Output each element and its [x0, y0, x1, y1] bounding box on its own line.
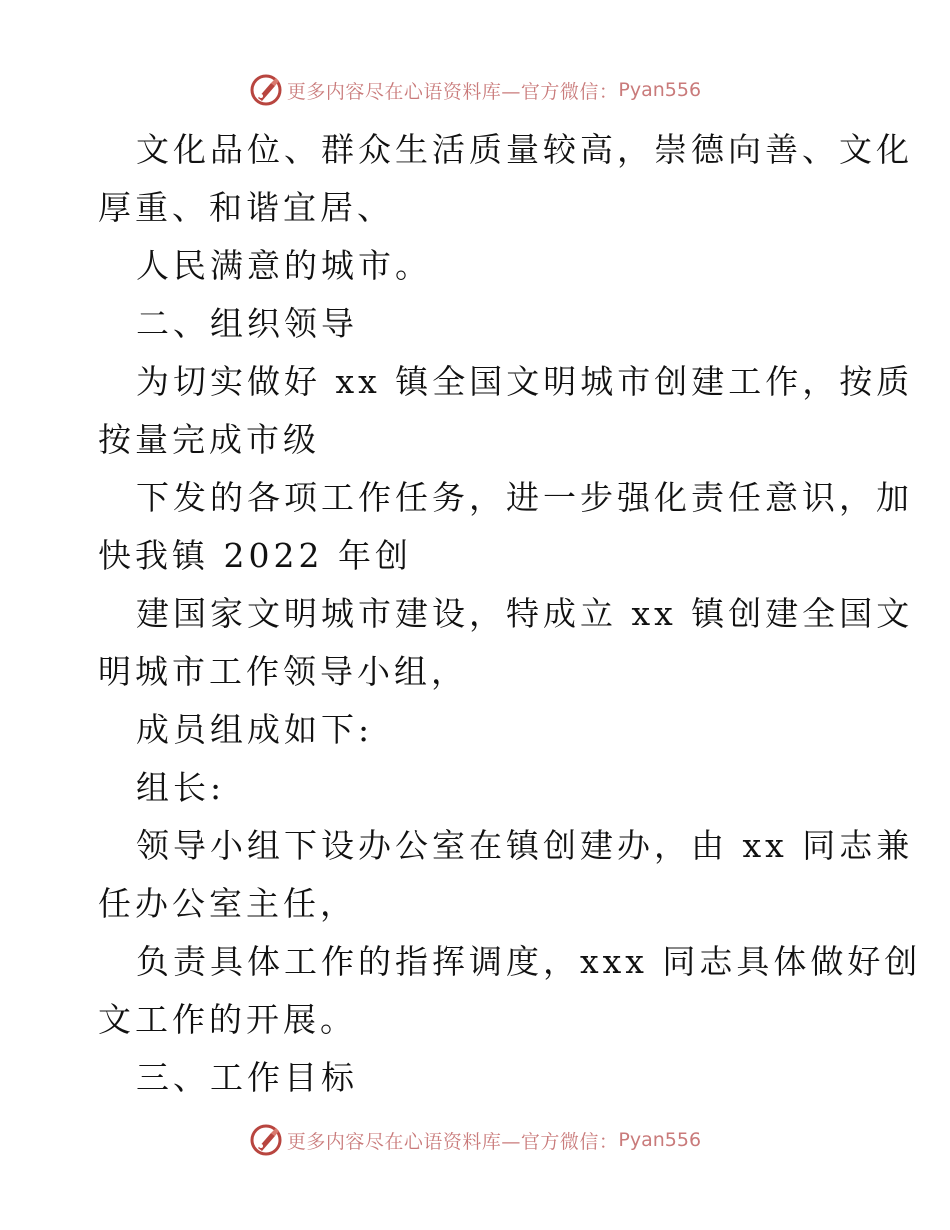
text-line: 厚重、和谐宜居、 [98, 188, 394, 227]
body-text [98, 121, 922, 1107]
text-line: 人民满意的城市。 [136, 246, 432, 285]
text-line: 为切实做好 xx 镇全国文明城市创建工作，按质 [136, 362, 914, 401]
red-pen-nib-seal-icon [249, 73, 283, 107]
text-line: 按量完成市级 [98, 420, 320, 459]
text-line: 任办公室主任， [98, 884, 357, 923]
section-heading: 二、组织领导 [136, 304, 358, 343]
text-line: 下发的各项工作任务，进一步强化责任意识，加 [136, 478, 913, 517]
footer-watermark [0, 1120, 950, 1160]
text-line: 建国家文明城市建设，特成立 xx 镇创建全国文 [136, 594, 914, 633]
text-line: 领导小组下设办公室在镇创建办，由 xx 同志兼 [136, 826, 914, 865]
section-heading: 三、工作目标 [136, 1058, 358, 1097]
header-watermark-text: 更多内容尽在心语资料库—官方微信： [286, 80, 619, 103]
text-line: 快我镇 2022 年创 [98, 536, 412, 575]
text-line: 文化品位、群众生活质量较高，崇德向善、文化 [136, 130, 913, 169]
header-wechat-id: Pyan556 [618, 79, 702, 101]
header-watermark [0, 70, 950, 110]
text-line: 组长: [136, 768, 226, 807]
text-line: 明城市工作领导小组， [98, 652, 468, 691]
text-line: 成员组成如下: [136, 710, 374, 749]
red-pen-nib-seal-icon [249, 1123, 283, 1157]
text-line: 文工作的开展。 [98, 1000, 357, 1039]
footer-wechat-id: Pyan556 [618, 1129, 702, 1151]
footer-watermark-text: 更多内容尽在心语资料库—官方微信： [286, 1130, 619, 1153]
text-line: 负责具体工作的指挥调度，xxx 同志具体做好创 [136, 942, 922, 981]
